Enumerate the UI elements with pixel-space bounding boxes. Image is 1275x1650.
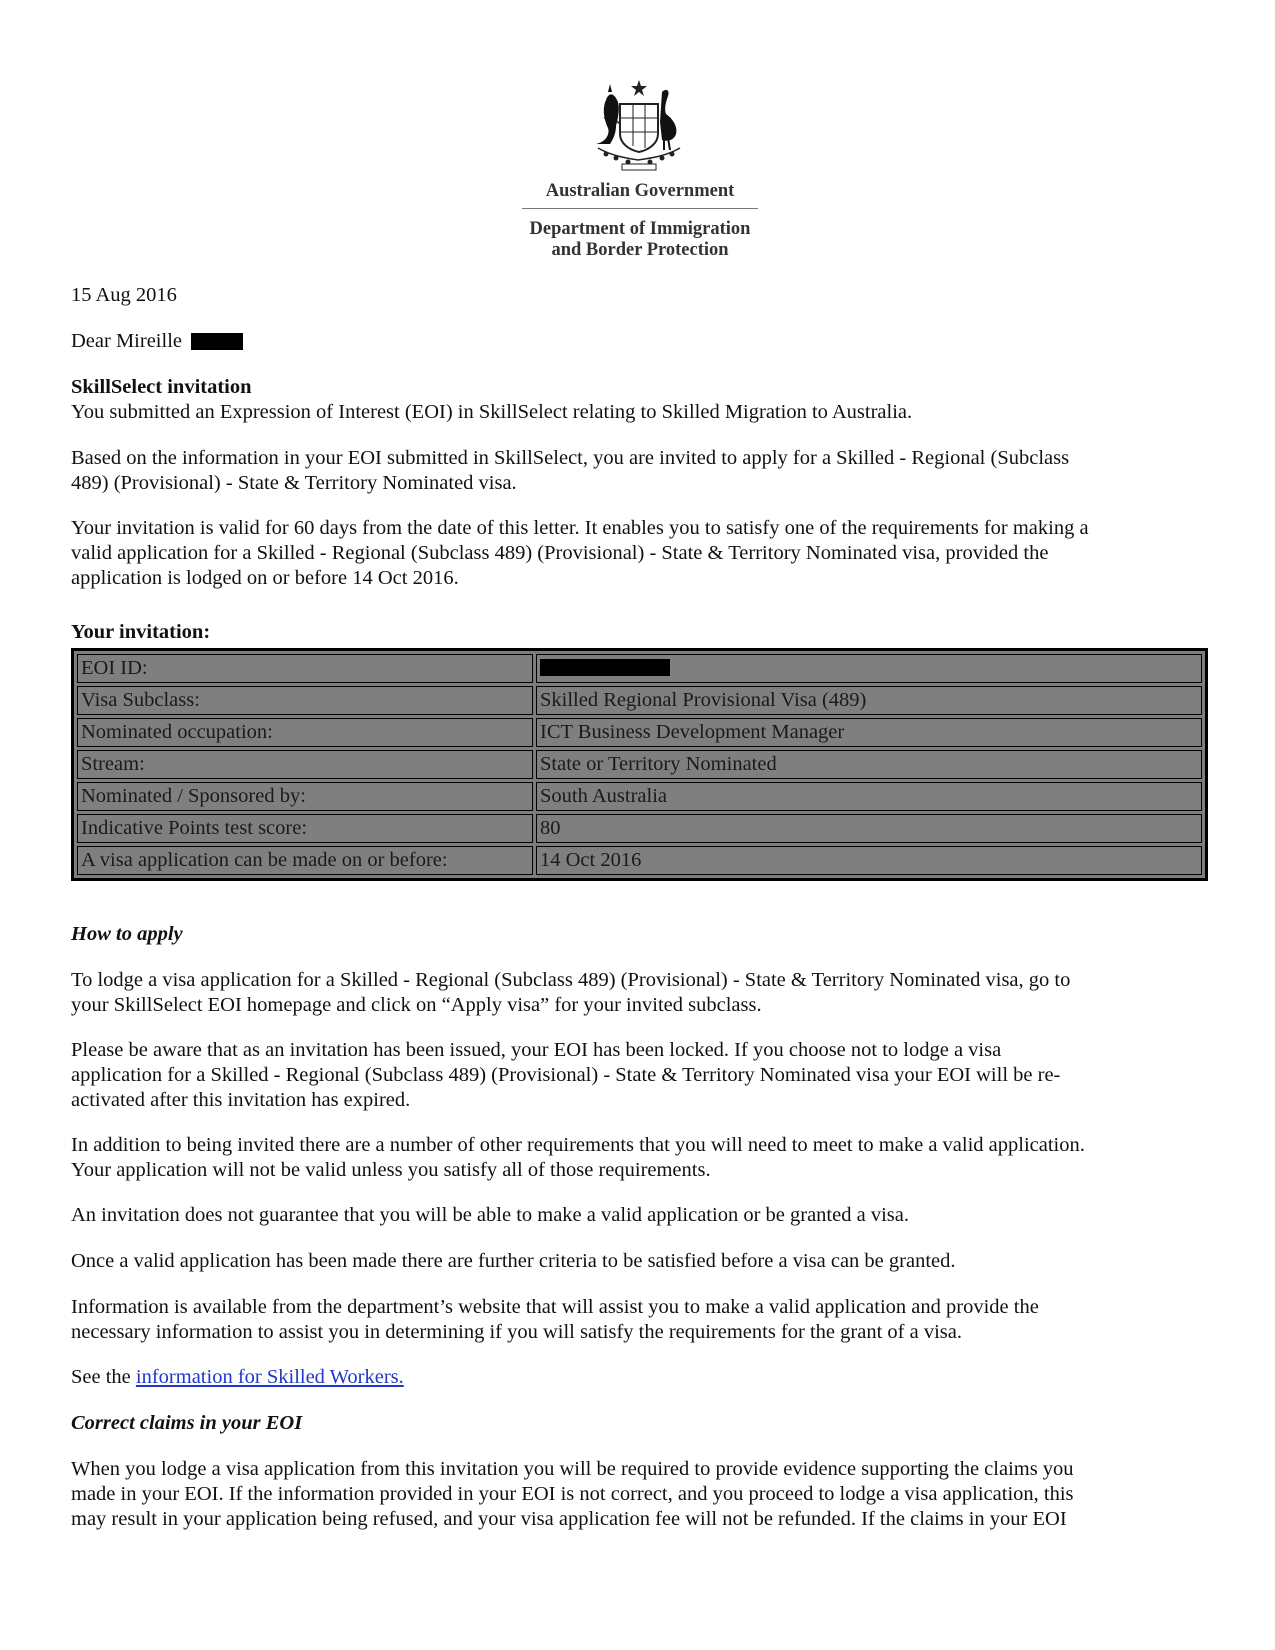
redaction-bar [191, 333, 243, 350]
text-line: 489) (Provisional) - State & Territory Nominated visa. [71, 472, 517, 494]
letter-heading: SkillSelect invitation [71, 376, 252, 398]
intro-paragraph: You submitted an Expression of Interest (EOI) in SkillSelect relating to Skilled Migration to Australia. [71, 401, 913, 423]
row-label: EOI ID: [77, 654, 533, 683]
row-value: State or Territory Nominated [536, 750, 1202, 779]
invitation-title: Your invitation: [71, 621, 211, 643]
text-line: may result in your application being refused, and your visa application fee will not be refunded. If the claims in your EOI [71, 1508, 1067, 1530]
row-value: 14 Oct 2016 [536, 846, 1202, 875]
department-line-1: Department of Immigration [529, 219, 751, 239]
table-row [77, 750, 1202, 779]
salutation [71, 329, 1211, 354]
locked-paragraph [71, 1038, 1211, 1113]
guarantee-paragraph: An invitation does not guarantee that you will be able to make a valid application or be granted a visa. [71, 1204, 909, 1226]
table-row [77, 654, 1202, 683]
department-name [510, 219, 770, 261]
criteria-paragraph: Once a valid application has been made there are further criteria to be satisfied before a visa can be granted. [71, 1250, 956, 1272]
text-line: necessary information to assist you in determining if you will satisfy the requirements for the grant of a visa. [71, 1321, 962, 1343]
text-line: When you lodge a visa application from this invitation you will be required to provide evidence supporting the claims you [71, 1458, 1074, 1480]
row-value [536, 654, 1202, 683]
text-line: Please be aware that as an invitation has been issued, your EOI has been locked. If you choose not to lodge a visa [71, 1039, 1002, 1061]
lodge-paragraph [71, 968, 1211, 1018]
text-line: To lodge a visa application for a Skilled - Regional (Subclass 489) (Provisional) - State & Territory Nominated visa, go to [71, 969, 1071, 991]
table-row [77, 814, 1202, 843]
letter-date: 15 Aug 2016 [71, 284, 177, 306]
skilled-workers-link[interactable]: information for Skilled Workers. [135, 1366, 404, 1388]
letterhead-divider [522, 208, 758, 209]
row-value: Skilled Regional Provisional Visa (489) [536, 686, 1202, 715]
table-row [77, 686, 1202, 715]
validity-paragraph [71, 516, 1211, 591]
row-label: Nominated occupation: [77, 718, 533, 747]
how-to-apply-title: How to apply [71, 923, 183, 945]
row-value: ICT Business Development Manager [536, 718, 1202, 747]
text-line: valid application for a Skilled - Regional (Subclass 489) (Provisional) - State & Territory Nominated visa, provided the [71, 542, 1049, 564]
salutation-text: Dear Mireille [71, 330, 182, 352]
text-line: Based on the information in your EOI submitted in SkillSelect, you are invited to apply for a Skilled - Regional (Subclass [71, 447, 1070, 469]
website-paragraph [71, 1295, 1211, 1345]
claims-paragraph [71, 1457, 1211, 1532]
text-line: Your invitation is valid for 60 days from the date of this letter. It enables you to satisfy one of the requirements for making a [71, 517, 1089, 539]
row-label: Visa Subclass: [77, 686, 533, 715]
invitation-table [71, 648, 1208, 881]
row-label: Stream: [77, 750, 533, 779]
redaction-bar [540, 659, 670, 676]
text-line: activated after this invitation has expired. [71, 1089, 411, 1111]
invitation-paragraph [71, 446, 1211, 496]
coat-of-arms-icon [582, 78, 694, 174]
row-label: Indicative Points test score: [77, 814, 533, 843]
text-line: In addition to being invited there are a number of other requirements that you will need to meet to make a valid application. [71, 1134, 1085, 1156]
table-row [77, 846, 1202, 875]
see-prefix: See the [71, 1366, 131, 1388]
text-line: Your application will not be valid unless you satisfy all of those requirements. [71, 1159, 711, 1181]
table-row [77, 718, 1202, 747]
see-also-paragraph [71, 1365, 1211, 1390]
text-line: application for a Skilled - Regional (Subclass 489) (Provisional) - State & Territory Nominated visa your EOI will be re- [71, 1064, 1061, 1086]
government-name: Australian Government [545, 181, 735, 201]
row-value: South Australia [536, 782, 1202, 811]
row-label: Nominated / Sponsored by: [77, 782, 533, 811]
text-line: your SkillSelect EOI homepage and click on “Apply visa” for your invited subclass. [71, 994, 762, 1016]
row-value: 80 [536, 814, 1202, 843]
text-line: Information is available from the department’s website that will assist you to make a valid application and provide the [71, 1296, 1039, 1318]
row-label: A visa application can be made on or before: [77, 846, 533, 875]
requirements-paragraph [71, 1133, 1211, 1183]
department-line-2: and Border Protection [551, 240, 729, 260]
text-line: application is lodged on or before 14 Oct 2016. [71, 567, 459, 589]
text-line: made in your EOI. If the information provided in your EOI is not correct, and you proceed to lodge a visa application, this [71, 1483, 1074, 1505]
correct-claims-title: Correct claims in your EOI [71, 1412, 303, 1434]
table-row [77, 782, 1202, 811]
